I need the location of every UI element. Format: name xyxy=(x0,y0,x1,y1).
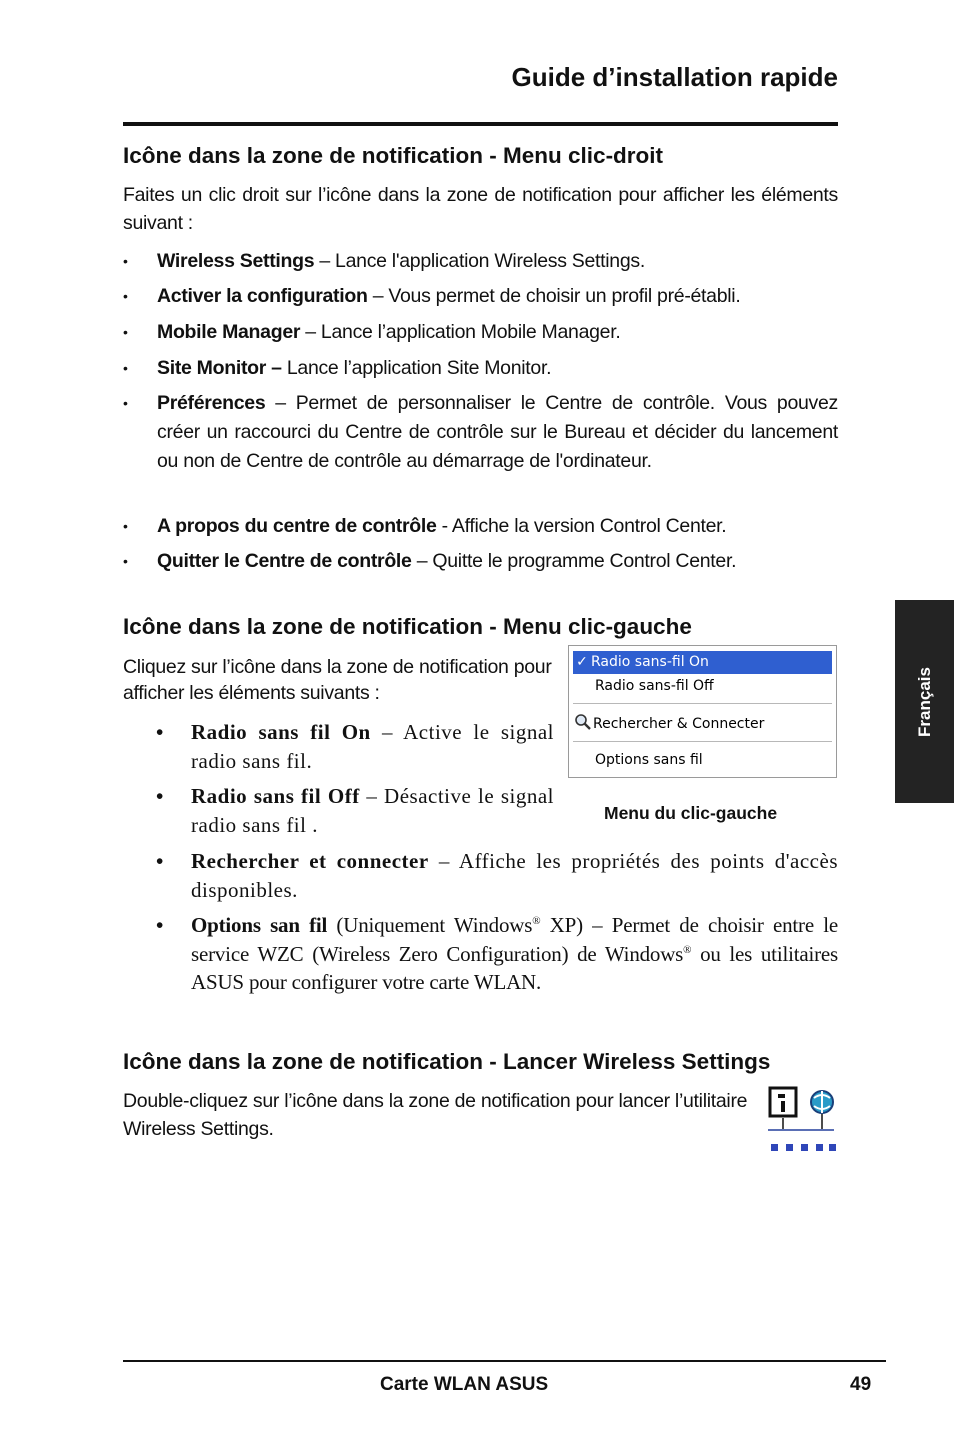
magnifier-icon xyxy=(573,713,593,731)
footer-rule xyxy=(123,1360,886,1362)
left-click-menu xyxy=(568,645,837,778)
footer-title: Carte WLAN ASUS xyxy=(380,1374,549,1395)
list-item: • Rechercher et connecter – Affiche les propriétés des points d'accès disponibles. xyxy=(156,849,838,902)
list-item: • Options san fil (Uniquement Windows® XP) – Permet de choisir entre le service WZC (Wireless Zero Configuration) de Windows® ou les utilitaires ASUS pour configurer votre carte WLAN. xyxy=(156,913,838,994)
section1-intro: Faites un clic droit sur l’icône dans la zone de notification pour afficher les éléments suivant : xyxy=(123,184,838,234)
wireless-settings-tray-icon xyxy=(766,1084,840,1156)
section1-heading: Icône dans la zone de notification - Menu clic-droit xyxy=(123,143,664,168)
list-item: • Activer la configuration – Vous permet de choisir un profil pré-établi. xyxy=(123,285,741,307)
section3-heading: Icône dans la zone de notification - Lancer Wireless Settings xyxy=(123,1049,771,1074)
menu-item-search-connect[interactable]: Rechercher & Connecter xyxy=(573,713,832,736)
menu-item-radio-off[interactable]: Radio sans-fil Off xyxy=(595,678,714,694)
list-item: • Mobile Manager – Lance l’application Mobile Manager. xyxy=(123,321,621,343)
language-side-tab: Français xyxy=(895,600,954,803)
list-item: • Wireless Settings – Lance l'application Wireless Settings. xyxy=(123,250,645,272)
menu-separator xyxy=(573,703,832,705)
check-icon: ✓ xyxy=(576,654,588,670)
top-rule xyxy=(123,122,838,126)
list-item: • Quitter le Centre de contrôle – Quitte le programme Control Center. xyxy=(123,550,737,572)
section3-intro: Double-cliquez sur l’icône dans la zone de notification pour lancer l’utilitaire Wireless Settings. xyxy=(123,1090,748,1140)
menu-item-radio-on[interactable]: ✓ Radio sans-fil On xyxy=(573,651,832,674)
menu-separator xyxy=(573,741,832,743)
list-item: • Préférences – Permet de personnaliser le Centre de contrôle. Vous pouvez créer un raccourci du Centre de contrôle sur le Bureau et décider du lancement ou non de Centre de contrôle au démarrage de l'ordinateur. xyxy=(123,392,838,472)
page-number: 49 xyxy=(850,1374,872,1395)
list-item: • Radio sans fil Off – Désactive le signal radio sans fil . xyxy=(156,784,554,837)
figure-caption: Menu du clic-gauche xyxy=(604,803,778,823)
list-item: • Radio sans fil On – Active le signal radio sans fil. xyxy=(156,720,554,773)
page-title: Guide d’installation rapide xyxy=(511,62,838,92)
section2-heading: Icône dans la zone de notification - Menu clic-gauche xyxy=(123,614,692,639)
section2-intro: Cliquez sur l’icône dans la zone de notification pour afficher les éléments suivants : xyxy=(123,656,552,704)
list-item: • A propos du centre de contrôle - Affiche la version Control Center. xyxy=(123,515,727,537)
list-item: • Site Monitor – Lance l’application Site Monitor. xyxy=(123,357,552,379)
menu-item-wireless-options[interactable]: Options sans fil xyxy=(595,752,703,768)
